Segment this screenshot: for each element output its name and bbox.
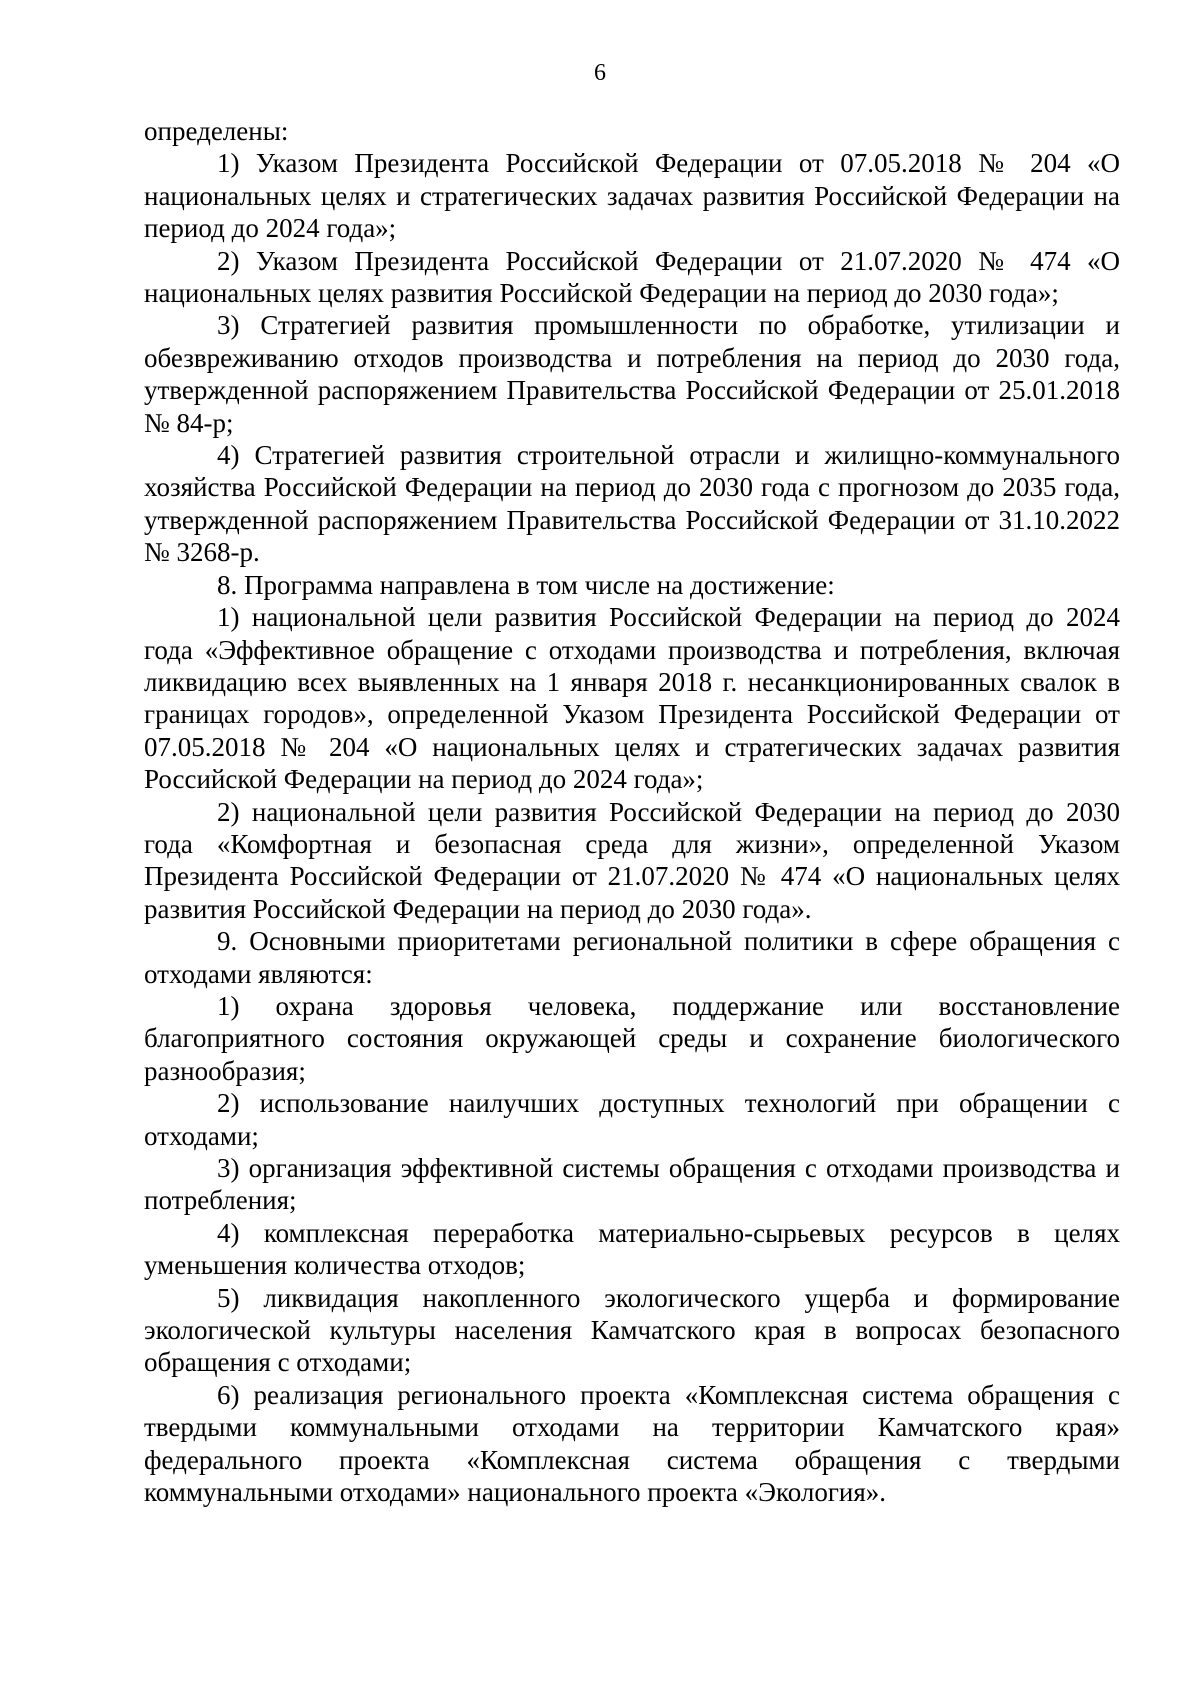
page-number: 6 bbox=[594, 60, 606, 86]
list-item: 6) реализация регионального проекта «Комплексная система обращения с твердыми коммунальными отходами на территории Камчатского края» федерального проекта «Комплексная система обращения с твердыми коммунальными отходами» национального проекта «Экология». bbox=[144, 1379, 1120, 1508]
list-item: 3) организация эффективной системы обращения с отходами производства и потребления; bbox=[144, 1153, 1120, 1216]
list-item: 2) Указом Президента Российской Федерации от 21.07.2020 № 474 «О национальных целях развития Российской Федерации на период до 2030 года»; bbox=[144, 245, 1120, 309]
section-paragraph: 9. Основными приоритетами региональной политики в сфере обращения с отходами являются: bbox=[144, 926, 1120, 989]
list-item: 1) Указом Президента Российской Федерации от 07.05.2018 № 204 «О национальных целях и стратегических задачах развития Российской Федерации на период до 2024 года»; bbox=[144, 148, 1120, 244]
list-item: 3) Стратегией развития промышленности по обработке, утилизации и обезвреживанию отходов производства и потребления на период до 2030 года, утвержденной распоряжением Правительства Российской Федерации от 25.01.2018 № 84-р; bbox=[144, 310, 1120, 438]
section-paragraph: 8. Программа направлена в том числе на достижение: bbox=[217, 569, 835, 600]
list-item: 4) комплексная переработка материально-сырьевых ресурсов в целях уменьшения количества отходов; bbox=[144, 1217, 1120, 1281]
list-item: 4) Стратегией развития строительной отрасли и жилищно-коммунального хозяйства Российской Федерации на период до 2030 года с прогнозом до 2035 года, утвержденной распоряжением Правительства Российской Федерации от 31.10.2022 № 3268-р. bbox=[144, 440, 1120, 568]
document-body bbox=[144, 115, 1120, 1508]
list-item: 1) охрана здоровья человека, поддержание или восстановление благоприятного состояния окружающей среды и сохранение биологического разнообразия; bbox=[144, 990, 1120, 1086]
list-item: 2) национальной цели развития Российской Федерации на период до 2030 года «Комфортная и безопасная среда для жизни», определенной Указом Президента Российской Федерации от 21.07.2020 № 474 «О национальных целях развития Российской Федерации на период до 2030 года». bbox=[144, 796, 1120, 924]
list-item: 2) использование наилучших доступных технологий при обращении с отходами; bbox=[144, 1088, 1120, 1151]
list-item: 5) ликвидация накопленного экологического ущерба и формирование экологической культуры населения Камчатского края в вопросах безопасного обращения с отходами; bbox=[144, 1282, 1120, 1378]
list-item: 1) национальной цели развития Российской Федерации на период до 2024 года «Эффективное обращение с отходами производства и потребления, включая ликвидацию всех выявленных на 1 января 2018 г. несанкционированных свалок в границах городов», определенной Указом Президента Российской Федерации от 07.05.2018 № 204 «О национальных целях и стратегических задачах развития Российской Федерации на период до 2024 года»; bbox=[144, 602, 1120, 795]
paragraph-continuation: определены: bbox=[144, 116, 289, 146]
